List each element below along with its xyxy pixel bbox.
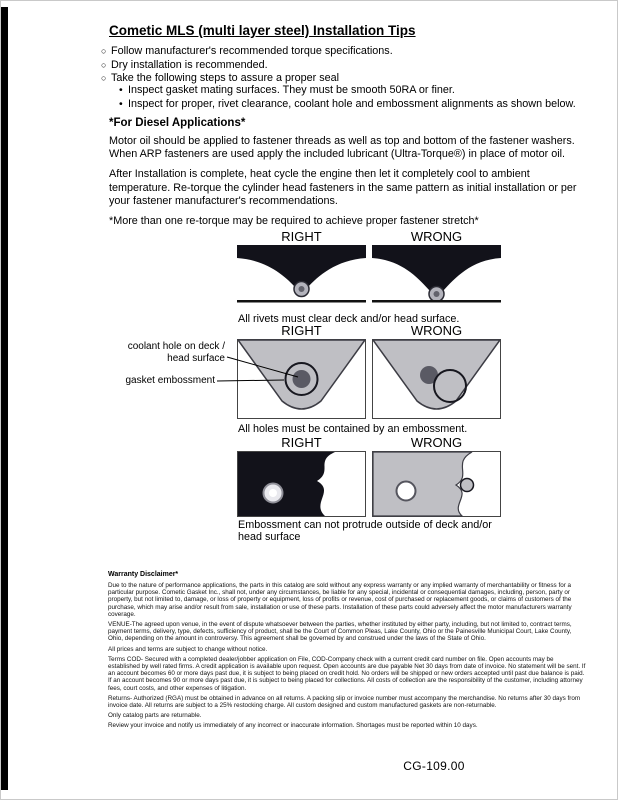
sub-tip-text: Inspect gasket mating surfaces. They must be smooth 50RA or finer. (128, 84, 455, 96)
protrude-caption: Embossment can not protrude outside of deck and/or head surface (238, 519, 492, 543)
warranty-paragraph: All prices and terms are subject to change without notice. (108, 645, 268, 653)
diagram-protrude-right-image (237, 451, 366, 517)
warranty-heading: Warranty Disclaimer* (108, 571, 179, 578)
warranty-paragraph: VENUE-The agreed upon venue, in the event of dispute whatsoever between the parties, whether instituted by either party, including, but not limited to, contract terms, payment terms, delivery, type, defects, sufficiency of product, shall be the Court of Common Pleas, Lake County, Ohio or the Painesville Municipal Court, Lake County, Ohio, depending on the amount in controversy. This agreement shall be governed by and construed under the laws of the State of Ohio. (108, 621, 572, 643)
warranty-paragraph: Due to the nature of performance applications, the parts in this catalog are sold without any express warranty or any implied warranty of merchantability or fitness for a particular purpose. Cometic Gasket Inc., shall not, under any circumstances, be liable for any special, incidental or consequential damages, including, person, party or property, but not limited to, damage, or loss of property or equipment, loss of profits or revenue, cost of purchased or replacement goods, or claims of customers of the purchase, which may arise and/or result from sale, installation or use of these parts. Installation of these parts could adversely affect the motor manufacturers warranty coverage. (108, 582, 572, 618)
bullet-dot-icon: • (119, 84, 123, 96)
embossment-caption: All holes must be contained by an embossment. (238, 423, 468, 435)
diesel-paragraph-1: Motor oil should be applied to fastener threads as well as top and bottom of the fastener washers. When ARP fasteners are used apply the included lubricant (Ultra-Torque®) in place of motor oil. (109, 135, 575, 161)
sub-tip-item (119, 84, 581, 96)
warranty-paragraph: Review your invoice and notify us immediately of any incorrect or inaccurate information. Shortages must be reported within 10 days. (108, 722, 478, 730)
tip-text: Follow manufacturer's recommended torque specifications. (111, 45, 393, 57)
tip-item (101, 45, 581, 57)
binding-strip (1, 7, 8, 790)
diesel-note: *More than one re-torque may be required to achieve proper fastener stretch* (109, 215, 479, 228)
sub-tip-text: Inspect for proper, rivet clearance, coolant hole and embossment alignments as shown below. (128, 97, 576, 110)
diagram-protrude-wrong-image (372, 451, 501, 517)
diagram-embossment-right-image (237, 339, 366, 419)
diesel-heading: *For Diesel Applications* (109, 117, 246, 129)
bullet-circle-icon: ○ (101, 59, 107, 70)
tip-text: Dry installation is recommended. (111, 58, 268, 71)
tip-item (101, 72, 581, 110)
right-label-row2: RIGHT (281, 323, 322, 338)
diagram-rivet-right-image (237, 245, 366, 307)
tips-list (101, 45, 581, 111)
right-label-row1: RIGHT (281, 229, 322, 244)
wrong-label-row1: WRONG (410, 229, 463, 244)
warranty-section (108, 571, 586, 733)
sub-tip-item (119, 98, 581, 110)
diagrams-section (101, 229, 583, 563)
warranty-paragraph: Terms COD- Secured with a completed dealer/jobber application on File, COD-Company check with a current credit card number on file. Open accounts may be established by well rated firms. A credit application is available upon request. Open accounts are due payable Net 30 days from date of invoice. No statement will be sent. If an account becomes 60 or more days past due, it is subject to being placed on credit hold. No orders will be shipped or new orders accepted until past due balance is paid. If an account becomes 90 or more days past due, it is subject to being placed for collections. All costs of collection are the responsibility of the customer, including attorney fees, court costs, and other expenses of litigation. (108, 655, 586, 692)
rivet-caption: All rivets must clear deck and/or head surface. (238, 313, 460, 325)
gasket-embossment-label: gasket embossment (125, 375, 215, 386)
tip-text: Take the following steps to assure a proper seal (111, 72, 340, 84)
bullet-dot-icon: • (119, 97, 123, 110)
page-title: Cometic MLS (multi layer steel) Installation Tips (109, 23, 416, 38)
coolant-hole-label: coolant hole on deck / head surface (127, 341, 225, 364)
bullet-circle-icon: ○ (101, 46, 107, 56)
diesel-section (109, 117, 585, 235)
right-label-row3: RIGHT (281, 435, 322, 450)
diagram-rivet-wrong-image (372, 245, 501, 307)
warranty-paragraph: Returns- Authorized (RGA) must be obtained in advance on all returns. A packing slip or invoice number must accompany the merchandise. No returns after 30 days from invoice date. All returns are subject to a 25% restocking charge. All custom designed and custom manufactured gaskets are non-returnable. (108, 694, 581, 710)
wrong-label-row3: WRONG (410, 435, 463, 450)
tip-item (101, 59, 581, 71)
sub-tips-list (119, 84, 581, 110)
diesel-paragraph-2: After Installation is complete, heat cycle the engine then let it completely cool to ambient temperature. Re-torque the cylinder head fasteners in the same pattern as initial installation or per your fastener manufacturer's recommendations. (109, 168, 577, 207)
bullet-circle-icon: ○ (101, 73, 107, 83)
diagram-embossment-wrong-image (372, 339, 501, 419)
warranty-paragraph: Only catalog parts are returnable. (108, 712, 202, 720)
wrong-label-row2: WRONG (410, 323, 463, 338)
page-code: CG-109.00 (403, 759, 465, 773)
